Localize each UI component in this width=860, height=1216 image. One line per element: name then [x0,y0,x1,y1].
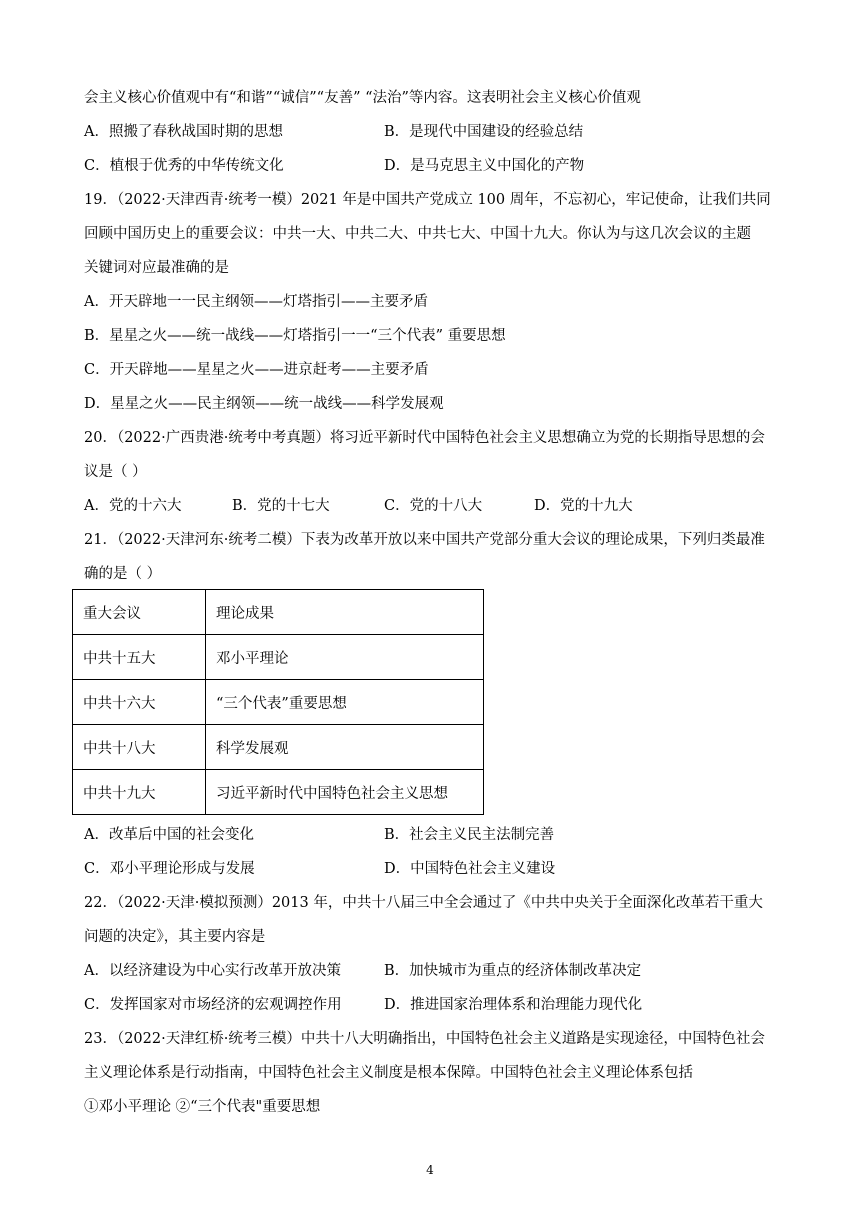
q22-option-c: C．发挥国家对市场经济的宏观调控作用 [84,997,342,1013]
table-cell: 中共十九大 [73,770,206,815]
q22-stem-line-1: 22．（2022·天津·模拟预测）2013 年，中共十八届三中全会通过了《中共中央关于全面深化改革若干重大 [84,895,763,911]
table-cell: “三个代表”重要思想 [206,680,484,725]
table-cell: 习近平新时代中国特色社会主义思想 [206,770,484,815]
table-header-cell: 重大会议 [73,590,206,635]
table-row [73,680,484,725]
q18-stem-tail: 会主义核心价值观中有“和谐”“诚信”“友善” “法治”等内容。这表明社会主义核心价值观 [84,90,641,106]
q18-option-a: A．照搬了春秋战国时期的思想 [84,124,283,140]
q23-stem-line-3: ①邓小平理论 ②“三个代表"重要思想 [84,1099,321,1115]
q19-stem-line-1: 19．（2022·天津西青·统考一模）2021 年是中国共产党成立 100 周年，不忘初心，牢记使命，让我们共同 [84,192,771,208]
table-cell: 中共十八大 [73,725,206,770]
q21-option-a: A．改革后中国的社会变化 [84,827,254,843]
q18-option-c: C．植根于优秀的中华传统文化 [84,158,284,174]
q23-stem-line-1: 23．（2022·天津红桥·统考三模）中共十八大明确指出，中国特色社会主义道路是实现途径，中国特色社会 [84,1031,765,1047]
q20-option-d: D．党的十九大 [534,498,633,514]
q21-option-b: B．社会主义民主法制完善 [384,827,555,843]
table-cell: 中共十六大 [73,680,206,725]
q19-stem-line-3: 关键词对应最准确的是 [84,260,229,276]
q21-option-d: D．中国特色社会主义建设 [384,861,556,877]
q20-stem-line-1: 20．（2022·广西贵港·统考中考真题）将习近平新时代中国特色社会主义思想确立为党的长期指导思想的会 [84,430,765,446]
q18-option-b: B．是现代中国建设的经验总结 [384,124,584,140]
q19-option-c: C．开天辟地——星星之火——进京赶考——主要矛盾 [84,362,429,378]
table-cell: 邓小平理论 [206,635,484,680]
q21-stem-line-1: 21．（2022·天津河东·统考二模）下表为改革开放以来中国共产党部分重大会议的理论成果，下列归类最准 [84,532,765,548]
q20-option-b: B．党的十七大 [232,498,330,514]
table-header-cell: 理论成果 [206,590,484,635]
q21-option-c: C．邓小平理论形成与发展 [84,861,255,877]
q21-table [72,589,484,815]
q20-option-a: A．党的十六大 [84,498,182,514]
q22-stem-line-2: 问题的决定》，其主要内容是 [84,929,266,945]
table-row [73,770,484,815]
q19-option-b: B．星星之火——统一战线——灯塔指引一一“三个代表” 重要思想 [84,328,506,344]
q19-option-d: D．星星之火——民主纲领——统一战线——科学发展观 [84,396,444,412]
q18-option-d: D．是马克思主义中国化的产物 [384,158,585,174]
q19-stem-line-2: 回顾中国历史上的重要会议：中共一大、中共二大、中共七大、中国十九大。你认为与这几次会议的主题 [84,226,751,242]
q20-stem-line-2: 议是（ ） [84,464,147,480]
q22-option-b: B．加快城市为重点的经济体制改革决定 [384,963,642,979]
q19-option-a: A．开天辟地一一民主纲领——灯塔指引——主要矛盾 [84,294,428,310]
page-number: 4 [426,1163,434,1177]
table-cell: 科学发展观 [206,725,484,770]
table-row [73,635,484,680]
table-row [73,725,484,770]
table-row [73,590,484,635]
table-cell: 中共十五大 [73,635,206,680]
q21-stem-line-2: 确的是（ ） [84,566,162,582]
q20-option-c: C．党的十八大 [384,498,483,514]
q22-option-a: A．以经济建设为中心实行改革开放决策 [84,963,341,979]
q23-stem-line-2: 主义理论体系是行动指南，中国特色社会主义制度是根本保障。中国特色社会主义理论体系包括 [84,1065,693,1081]
q22-option-d: D．推进国家治理体系和治理能力现代化 [384,997,643,1013]
